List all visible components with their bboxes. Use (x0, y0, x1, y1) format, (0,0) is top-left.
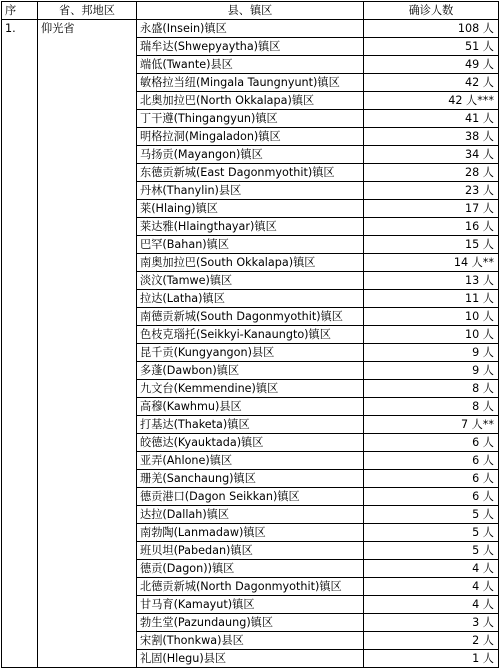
cell-seq (2, 650, 38, 668)
cell-township: 打基达(Thaketa)镇区 (137, 416, 364, 434)
table-row (2, 398, 499, 416)
table-row (2, 200, 499, 218)
table-row (2, 236, 499, 254)
cell-state (38, 434, 137, 452)
cell-township: 达拉(Dallah)镇区 (137, 506, 364, 524)
cell-township: 东德贡新城(East Dagonmyothit)镇区 (137, 164, 364, 182)
cell-state (38, 326, 137, 344)
cell-state (38, 56, 137, 74)
table-row (2, 92, 499, 110)
cell-seq (2, 218, 38, 236)
cell-cases: 6 人 (364, 452, 499, 470)
cell-cases: 5 人 (364, 542, 499, 560)
cell-state (38, 416, 137, 434)
cell-seq (2, 362, 38, 380)
table-row (2, 326, 499, 344)
table-row (2, 434, 499, 452)
cell-cases: 10 人 (364, 326, 499, 344)
cell-township: 甘马育(Kamayut)镇区 (137, 596, 364, 614)
cell-cases: 8 人 (364, 380, 499, 398)
cell-township: 北奥加拉巴(North Okkalapa)镇区 (137, 92, 364, 110)
table-row (2, 452, 499, 470)
cell-township: 莱达雅(Hlaingthayar)镇区 (137, 218, 364, 236)
cell-cases: 9 人 (364, 344, 499, 362)
header-state: 省、邦地区 (38, 2, 137, 20)
cell-cases: 5 人 (364, 506, 499, 524)
cell-state: 仰光省 (38, 20, 137, 38)
cell-cases: 1 人 (364, 650, 499, 668)
cell-seq (2, 92, 38, 110)
header-township: 县、镇区 (137, 2, 364, 20)
table-row (2, 128, 499, 146)
cell-cases: 4 人 (364, 560, 499, 578)
cell-cases: 7 人** (364, 416, 499, 434)
table-row (2, 380, 499, 398)
cell-township: 瑞牟达(Shwepyaytha)镇区 (137, 38, 364, 56)
cell-seq (2, 398, 38, 416)
cell-township: 拉达(Latha)镇区 (137, 290, 364, 308)
table-row (2, 146, 499, 164)
table-row (2, 110, 499, 128)
cell-township: 亚弄(Ahlone)镇区 (137, 452, 364, 470)
cell-cases: 8 人 (364, 398, 499, 416)
cell-seq (2, 488, 38, 506)
cell-cases: 42 人*** (364, 92, 499, 110)
cell-seq: 1. (2, 20, 38, 38)
table-row (2, 578, 499, 596)
cell-cases: 15 人 (364, 236, 499, 254)
cell-seq (2, 614, 38, 632)
cell-seq (2, 434, 38, 452)
table-row (2, 56, 499, 74)
cell-cases: 6 人 (364, 434, 499, 452)
cell-township: 勃生堂(Pazundaung)镇区 (137, 614, 364, 632)
cell-cases: 14 人** (364, 254, 499, 272)
cell-state (38, 308, 137, 326)
cell-township: 皎德达(Kyauktada)镇区 (137, 434, 364, 452)
cell-cases: 5 人 (364, 524, 499, 542)
cell-cases: 34 人 (364, 146, 499, 164)
table-row (2, 596, 499, 614)
cell-seq (2, 416, 38, 434)
cell-township: 巴罕(Bahan)镇区 (137, 236, 364, 254)
header-cases: 确诊人数 (364, 2, 499, 20)
cell-cases: 4 人 (364, 596, 499, 614)
cell-seq (2, 200, 38, 218)
cell-state (38, 452, 137, 470)
cell-state (38, 578, 137, 596)
cell-state (38, 542, 137, 560)
table-row (2, 416, 499, 434)
cell-seq (2, 326, 38, 344)
cell-seq (2, 506, 38, 524)
cell-seq (2, 164, 38, 182)
cell-state (38, 272, 137, 290)
cell-state (38, 344, 137, 362)
cell-seq (2, 560, 38, 578)
cell-state (38, 182, 137, 200)
cell-cases: 13 人 (364, 272, 499, 290)
cell-cases: 108 人 (364, 20, 499, 38)
cell-township: 淡汶(Tamwe)镇区 (137, 272, 364, 290)
cell-seq (2, 110, 38, 128)
cell-cases: 23 人 (364, 182, 499, 200)
cell-seq (2, 542, 38, 560)
cell-township: 丹林(Thanylin)县区 (137, 182, 364, 200)
cell-township: 班贝坦(Pabedan)镇区 (137, 542, 364, 560)
cell-cases: 17 人 (364, 200, 499, 218)
table-row (2, 614, 499, 632)
table-row (2, 344, 499, 362)
cell-seq (2, 38, 38, 56)
cell-state (38, 614, 137, 632)
cell-state (38, 290, 137, 308)
cell-state (38, 254, 137, 272)
cell-township: 南奥加拉巴(South Okkalapa)镇区 (137, 254, 364, 272)
cell-seq (2, 308, 38, 326)
cell-cases: 11 人 (364, 290, 499, 308)
cell-seq (2, 182, 38, 200)
cell-state (38, 524, 137, 542)
cell-township: 色枝克瑙托(Seikkyi-Kanaungto)镇区 (137, 326, 364, 344)
cell-state (38, 38, 137, 56)
table-row (2, 524, 499, 542)
table-row (2, 290, 499, 308)
cell-township: 九文台(Kemmendine)镇区 (137, 380, 364, 398)
cell-township: 敏格拉当纽(Mingala Taungnyunt)镇区 (137, 74, 364, 92)
cell-state (38, 218, 137, 236)
cell-township: 高穆(Kawhmu)县区 (137, 398, 364, 416)
table-row (2, 218, 499, 236)
cell-cases: 2 人 (364, 632, 499, 650)
cell-state (38, 200, 137, 218)
cell-seq (2, 272, 38, 290)
cell-state (38, 398, 137, 416)
table-row (2, 272, 499, 290)
case-table (1, 1, 499, 668)
table-header-row (2, 2, 499, 20)
cell-state (38, 164, 137, 182)
cell-state (38, 92, 137, 110)
cell-state (38, 236, 137, 254)
cell-cases: 49 人 (364, 56, 499, 74)
table-row (2, 38, 499, 56)
cell-state (38, 362, 137, 380)
cell-cases: 4 人 (364, 578, 499, 596)
cell-seq (2, 596, 38, 614)
cell-township: 德贡(Dagon))镇区 (137, 560, 364, 578)
cell-state (38, 596, 137, 614)
table-row (2, 632, 499, 650)
cell-cases: 10 人 (364, 308, 499, 326)
cell-township: 珊羌(Sanchaung)镇区 (137, 470, 364, 488)
table-row (2, 254, 499, 272)
cell-township: 礼固(Hlegu)县区 (137, 650, 364, 668)
cell-seq (2, 344, 38, 362)
table-row (2, 308, 499, 326)
cell-cases: 6 人 (364, 470, 499, 488)
table-row (2, 488, 499, 506)
table-row (2, 182, 499, 200)
cell-cases: 3 人 (364, 614, 499, 632)
cell-cases: 42 人 (364, 74, 499, 92)
table-body (2, 20, 499, 668)
cell-township: 端低(Twante)县区 (137, 56, 364, 74)
cell-cases: 6 人 (364, 488, 499, 506)
table-row (2, 164, 499, 182)
table-row (2, 542, 499, 560)
cell-cases: 38 人 (364, 128, 499, 146)
cell-township: 永盛(Insein)镇区 (137, 20, 364, 38)
cell-state (38, 380, 137, 398)
cell-seq (2, 236, 38, 254)
cell-state (38, 74, 137, 92)
cell-cases: 9 人 (364, 362, 499, 380)
cell-state (38, 506, 137, 524)
cell-state (38, 488, 137, 506)
cell-seq (2, 128, 38, 146)
table-row (2, 362, 499, 380)
cell-cases: 28 人 (364, 164, 499, 182)
cell-state (38, 632, 137, 650)
header-seq: 序 (2, 2, 38, 20)
table-row (2, 74, 499, 92)
cell-state (38, 128, 137, 146)
table-row (2, 470, 499, 488)
cell-seq (2, 578, 38, 596)
cell-township: 莱(Hlaing)镇区 (137, 200, 364, 218)
cell-seq (2, 524, 38, 542)
cell-township: 宋割(Thonkwa)县区 (137, 632, 364, 650)
cell-seq (2, 74, 38, 92)
cell-township: 南勃陶(Lanmadaw)镇区 (137, 524, 364, 542)
cell-state (38, 560, 137, 578)
cell-seq (2, 146, 38, 164)
cell-seq (2, 254, 38, 272)
cell-seq (2, 632, 38, 650)
cell-township: 明格拉洞(Mingaladon)镇区 (137, 128, 364, 146)
cell-township: 昆千贡(Kungyangon)县区 (137, 344, 364, 362)
cell-seq (2, 56, 38, 74)
cell-township: 多蓬(Dawbon)镇区 (137, 362, 364, 380)
table-row (2, 506, 499, 524)
cell-township: 北德贡新城(North Dagonmyothit)镇区 (137, 578, 364, 596)
cell-state (38, 110, 137, 128)
cell-state (38, 650, 137, 668)
cell-cases: 16 人 (364, 218, 499, 236)
table-row (2, 20, 499, 38)
cell-seq (2, 452, 38, 470)
cell-township: 丁干遵(Thingangyun)镇区 (137, 110, 364, 128)
cell-township: 德贡港口(Dagon Seikkan)镇区 (137, 488, 364, 506)
cell-township: 南德贡新城(South Dagonmyothit)镇区 (137, 308, 364, 326)
table-row (2, 560, 499, 578)
cell-state (38, 146, 137, 164)
cell-cases: 41 人 (364, 110, 499, 128)
cell-state (38, 470, 137, 488)
cell-seq (2, 290, 38, 308)
cell-township: 马扬贡(Mayangon)镇区 (137, 146, 364, 164)
cell-cases: 51 人 (364, 38, 499, 56)
table-row (2, 650, 499, 668)
cell-seq (2, 470, 38, 488)
cell-seq (2, 380, 38, 398)
